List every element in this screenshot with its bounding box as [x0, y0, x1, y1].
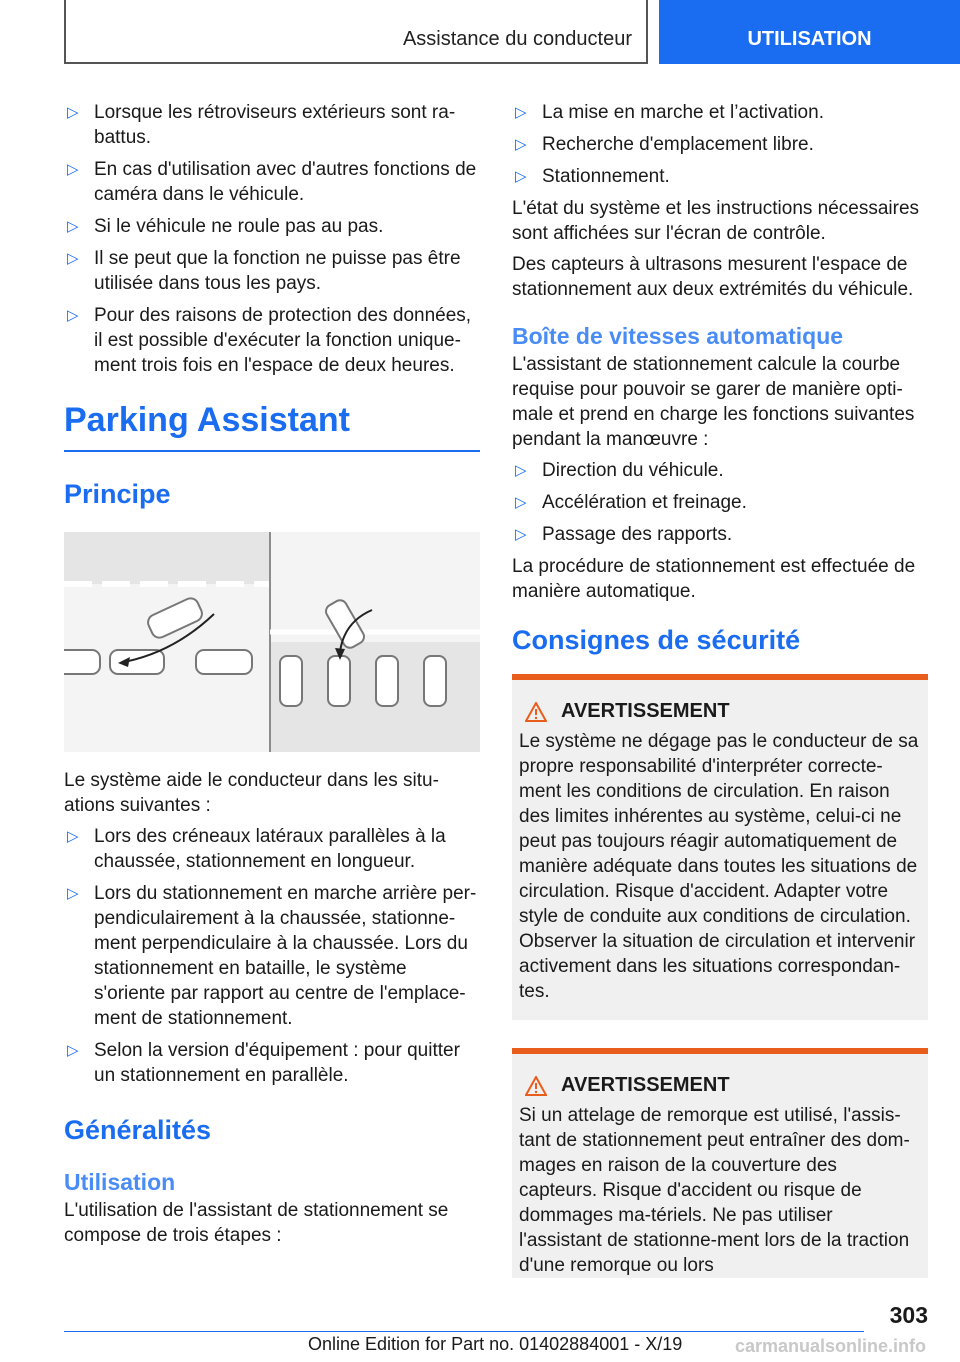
- list-item: ▷ Pour des raisons de protection des données, il est possible d'exécuter la fonction unique-ment trois fois en l'espace de deux heures.: [67, 305, 472, 376]
- warning-title: AVERTISSEMENT: [519, 1074, 920, 1097]
- heading-generalites: Généralités: [64, 1115, 212, 1145]
- triangle-bullet-icon: ▷: [67, 161, 79, 178]
- list-item: ▷ Selon la version d'équipement : pour quitter un stationnement en parallèle.: [67, 1040, 460, 1086]
- list-item: ▷ Direction du véhicule.: [515, 460, 724, 481]
- list-item: ▷ En cas d'utilisation avec d'autres fonctions de caméra dans le véhicule.: [67, 159, 477, 205]
- footer-divider: [64, 1331, 864, 1332]
- triangle-bullet-icon: ▷: [67, 104, 79, 121]
- footer-edition: Online Edition for Part no. 01402884001 - X/19: [308, 1334, 683, 1354]
- triangle-bullet-icon: ▷: [67, 885, 79, 902]
- parking-diagram-image: [64, 532, 480, 752]
- boite-after-text: La procédure de stationnement est effectuée de manière automatique.: [512, 556, 916, 602]
- triangle-bullet-icon: ▷: [515, 104, 527, 121]
- warning-box-1: [512, 674, 928, 1020]
- heading-consignes-securite: Consignes de sécurité: [512, 625, 801, 655]
- triangle-bullet-icon: ▷: [515, 168, 527, 185]
- chapter-tab[interactable]: UTILISATION: [659, 0, 960, 64]
- triangle-bullet-icon: ▷: [515, 136, 527, 153]
- warning-text-1: Le système ne dégage pas le conducteur de sa propre responsabilité d'interpréter correcte-ment les conditions de circulation. En raison des limites inhérentes au système, celui-ci ne peut pas toujours réagir automatiquement de manière adéquate dans toutes les situations de circulation. Risque d'accident. Adapter votre style de conduite aux conditions de circulation. Observer la situation de circulation et intervenir activement dans les situations correspondan-tes.: [519, 731, 919, 1002]
- page-title: Parking Assistant: [64, 400, 480, 452]
- heading-principe: Principe: [64, 479, 171, 509]
- boite-text: L'assistant de stationnement calcule la courbe requise pour pouvoir se garer de manière opti-male et prend en charge les fonctions suivantes pendant la manœuvre :: [512, 354, 915, 450]
- list-item: ▷ Stationnement.: [515, 166, 670, 187]
- principe-intro: Le système aide le conducteur dans les situ-ations suivantes :: [64, 770, 439, 816]
- sensor-paragraph: Des capteurs à ultrasons mesurent l'espace de stationnement aux deux extrémités du véhicule.: [512, 254, 914, 300]
- triangle-bullet-icon: ▷: [515, 462, 527, 479]
- list-item: ▷ Accélération et freinage.: [515, 492, 747, 513]
- triangle-bullet-icon: ▷: [67, 218, 79, 235]
- parking-illustration: [64, 532, 480, 752]
- triangle-bullet-icon: ▷: [515, 526, 527, 543]
- list-item: ▷ Il se peut que la fonction ne puisse pas être utilisée dans tous les pays.: [67, 248, 461, 294]
- header-section-box: [64, 0, 648, 64]
- triangle-bullet-icon: ▷: [67, 1042, 79, 1059]
- bullet-list-principe: [64, 824, 480, 1088]
- list-item: ▷ Lors des créneaux latéraux parallèles à la chaussée, stationnement en longueur.: [67, 826, 446, 872]
- bullet-list-top: [64, 100, 480, 378]
- warning-title: AVERTISSEMENT: [519, 700, 920, 723]
- heading-boite-vitesses: Boîte de vitesses automatique: [512, 323, 844, 349]
- list-item: ▷ Lors du stationnement en marche arrière per-pendiculairement à la chaussée, stationne-ment perpendiculaire à la chaussée. Lors du stationnement en bataille, le système s'oriente par rapport au centre de l'emplace-ment de stationnement.: [67, 883, 477, 1029]
- bullet-list-boite: [512, 458, 928, 547]
- triangle-bullet-icon: ▷: [515, 494, 527, 511]
- list-item: ▷ Lorsque les rétroviseurs extérieurs sont ra-battus.: [67, 102, 456, 148]
- bullet-list-steps: [512, 100, 928, 189]
- triangle-bullet-icon: ▷: [67, 250, 79, 267]
- list-item: ▷ Recherche d'emplacement libre.: [515, 134, 814, 155]
- page-number: 303: [889, 1302, 928, 1328]
- list-item: ▷ Si le véhicule ne roule pas au pas.: [67, 216, 384, 237]
- status-paragraph: L'état du système et les instructions nécessaires sont affichées sur l'écran de contrôle.: [512, 198, 920, 244]
- right-column: [512, 100, 928, 1278]
- warning-triangle-icon: [525, 1076, 547, 1096]
- list-item: ▷ La mise en marche et l’activation.: [515, 102, 824, 123]
- warning-box-2: [512, 1048, 928, 1278]
- footer-watermark: carmanualsonline.info: [735, 1336, 927, 1356]
- heading-utilisation: Utilisation: [64, 1169, 176, 1195]
- triangle-bullet-icon: ▷: [67, 307, 79, 324]
- warning-triangle-icon: [525, 702, 547, 722]
- utilisation-text: L'utilisation de l'assistant de stationnement se compose de trois étapes :: [64, 1200, 449, 1246]
- triangle-bullet-icon: ▷: [67, 828, 79, 845]
- section-label: Assistance du conducteur: [402, 28, 632, 50]
- list-item: ▷ Passage des rapports.: [515, 524, 733, 545]
- warning-text-2: Si un attelage de remorque est utilisé, l'assis-tant de stationnement peut entraîner des dom-mages en raison de la couverture des capteurs. Risque d'accident ou risque de dommages ma-tériels. Ne pas utiliser l'assistant de stationne-ment lors de la traction d'une remorque ou lors: [519, 1105, 910, 1276]
- left-column: [64, 100, 480, 1254]
